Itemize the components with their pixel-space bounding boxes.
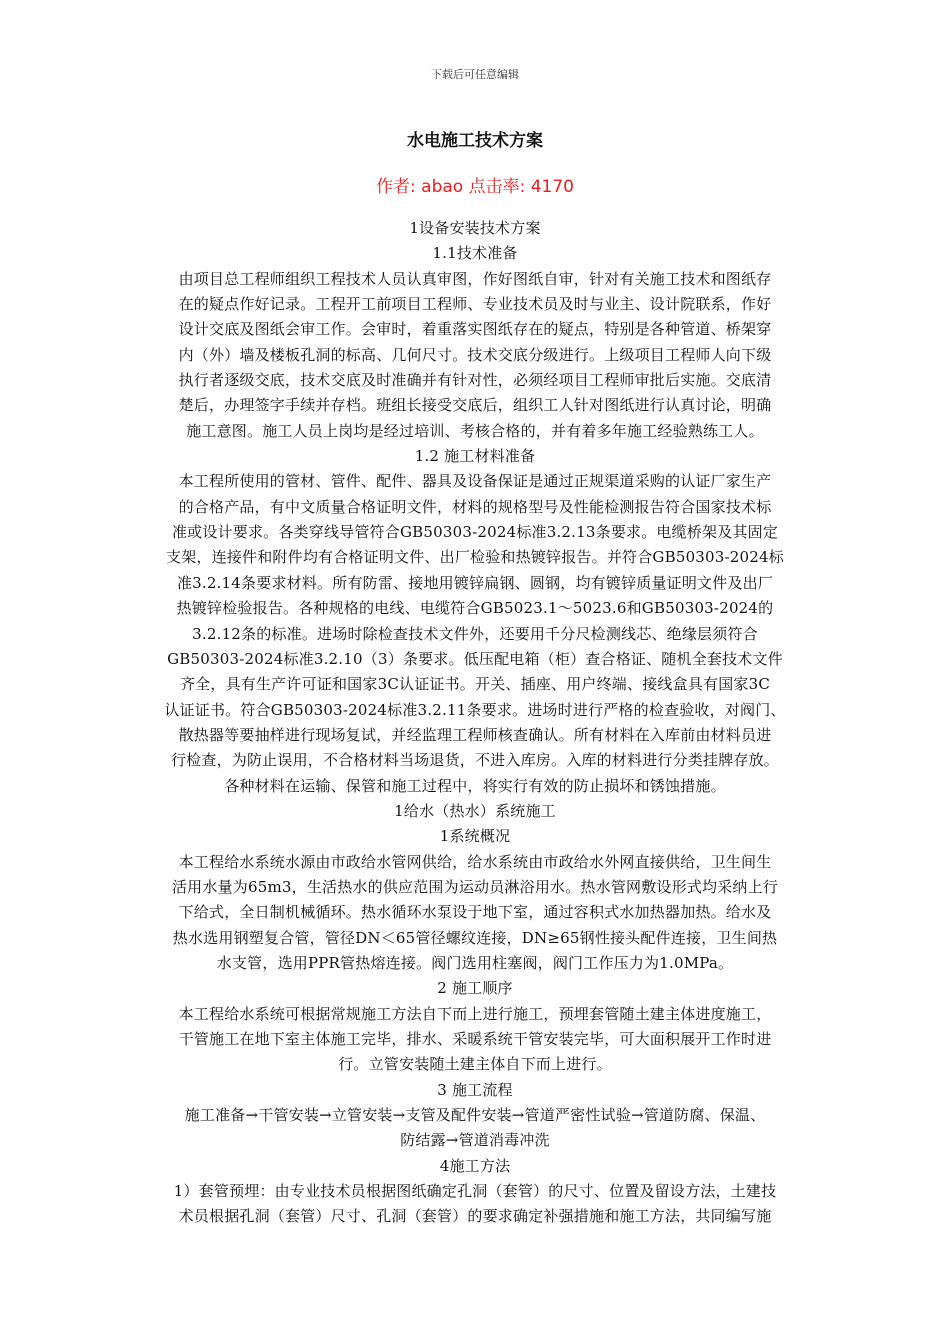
text-line: 1系统概况 [439,827,511,846]
text-line: 防结露→管道消毒冲洗 [400,1131,550,1150]
text-line: 执行者逐级交底，技术交底及时准确并有针对性，必须经项目工程师审批后实施。交底清 [178,371,772,390]
text-line: 活用水量为65m3，生活热水的供应范围为运动员淋浴用水。热水管网敷设形式均采纳上行 [171,877,779,896]
text-line: 术员根据孔洞（套管）尺寸、孔洞（套管）的要求确定补强措施和施工方法，共同编写施 [178,1207,772,1226]
document-title: 水电施工技术方案 [407,131,543,151]
text-line: 本工程给水系统可根据常规施工方法自下而上进行施工，预埋套管随土建主体进度施工， [178,1004,772,1023]
text-line: 水支管，选用PPR管热熔连接。阀门选用柱塞阀，阀门工作压力为1.0MPa。 [216,953,734,972]
text-line: 4施工方法 [439,1156,511,1175]
text-line: 支架，连接件和附件均有合格证明文件、出厂检验和热镀锌报告。并符合GB50303-2024标 [166,548,784,567]
text-line: 本工程给水系统水源由市政给水管网供给，给水系统由市政给水外网直接供给，卫生间生 [178,852,772,871]
text-line: 热镀锌检验报告。各种规格的电线、电缆符合GB5023.1～5023.6和GB50303-2024的 [176,599,774,618]
text-line: 1给水（热水）系统施工 [394,801,556,820]
text-line: 散热器等要抽样进行现场复试，并经监理工程师核查确认。所有材料在入库前由材料员进 [178,725,772,744]
text-line: 1.1技术准备 [432,244,518,263]
text-line: 3 施工流程 [437,1080,513,1099]
text-line: 2 施工顺序 [437,979,513,998]
text-line: 的合格产品，有中文质量合格证明文件，材料的规格型号及性能检测报告符合国家技术标 [178,497,772,516]
text-line: 1.2 施工材料准备 [414,447,536,466]
text-line: 内（外）墙及楼板孔洞的标高、几何尺寸。技术交底分级进行。上级项目工程师人向下级 [178,345,772,364]
text-line: 由项目总工程师组织工程技术人员认真审图，作好图纸自审，针对有关施工技术和图纸存 [178,269,772,288]
text-line: 准或设计要求。各类穿线导管符合GB50303-2024标准3.2.13条要求。电缆桥架及其固定 [171,523,779,542]
text-line: 施工准备→干管安装→立管安装→支管及配件安装→管道严密性试验→管道防腐、保温、 [184,1106,766,1125]
header-note: 下载后可任意编辑 [431,68,519,81]
text-line: 下给式，全日制机械循环。热水循环水泵设于地下室，通过容积式水加热器加热。给水及 [178,903,772,922]
text-line: 在的疑点作好记录。工程开工前项目工程师、专业技术员及时与业主、设计院联系，作好 [178,295,772,314]
text-line: 设计交底及图纸会审工作。会审时，着重落实图纸存在的疑点，特别是各种管道、桥架穿 [178,320,772,339]
text-line: 行。立管安装随土建主体自下而上进行。 [338,1055,612,1074]
text-line: 干管施工在地下室主体施工完毕，排水、采暖系统干管安装完毕，可大面积展开工作时进 [178,1030,772,1048]
text-line: 楚后，办理签字手续并存档。班组长接受交底后，组织工人针对图纸进行认真讨论，明确 [178,396,772,415]
text-line: 各种材料在运输、保管和施工过程中，将实行有效的防止损坏和锈蚀措施。 [224,776,726,795]
text-line: 行检查，为防止误用，不合格材料当场退货，不进入库房。入库的材料进行分类挂牌存放。 [170,751,779,770]
text-line: 施工意图。施工人员上岗均是经过培训、考核合格的，并有着多年施工经验熟练工人。 [186,421,764,440]
text-line: 认证证书。符合GB50303-2024标准3.2.11条要求。进场时进行严格的检查验收，对阀门、 [164,700,786,719]
text-line: 齐全，具有生产许可证和国家3C认证证书。开关、插座、用户终端、接线盒具有国家3C [179,675,771,694]
author-byline: 作者: abao 点击率: 4170 [376,177,574,197]
text-line: 准3.2.14条要求材料。所有防雷、接地用镀锌扁钢、圆钢，均有镀锌质量证明文件及出厂 [176,573,774,592]
text-line: 1）套管预埋：由专业技术员根据图纸确定孔洞（套管）的尺寸、位置及留设方法，土建技 [173,1182,777,1201]
document-body [140,216,810,1230]
text-line: 热水选用钢塑复合管，管径DN＜65管径螺纹连接，DN≥65钢性接头配件连接，卫生间热 [172,928,778,947]
text-line: GB50303-2024标准3.2.10（3）条要求。低压配电箱（柜）查合格证、随机全套技术文件 [167,649,783,668]
text-line: 本工程所使用的管材、管件、配件、器具及设备保证是通过正规渠道采购的认证厂家生产 [178,472,772,491]
text-line: 3.2.12条的标准。进场时除检查技术文件外，还要用千分尺检测线芯、绝缘层须符合 [192,624,758,643]
text-line: 1设备安装技术方案 [409,219,541,237]
